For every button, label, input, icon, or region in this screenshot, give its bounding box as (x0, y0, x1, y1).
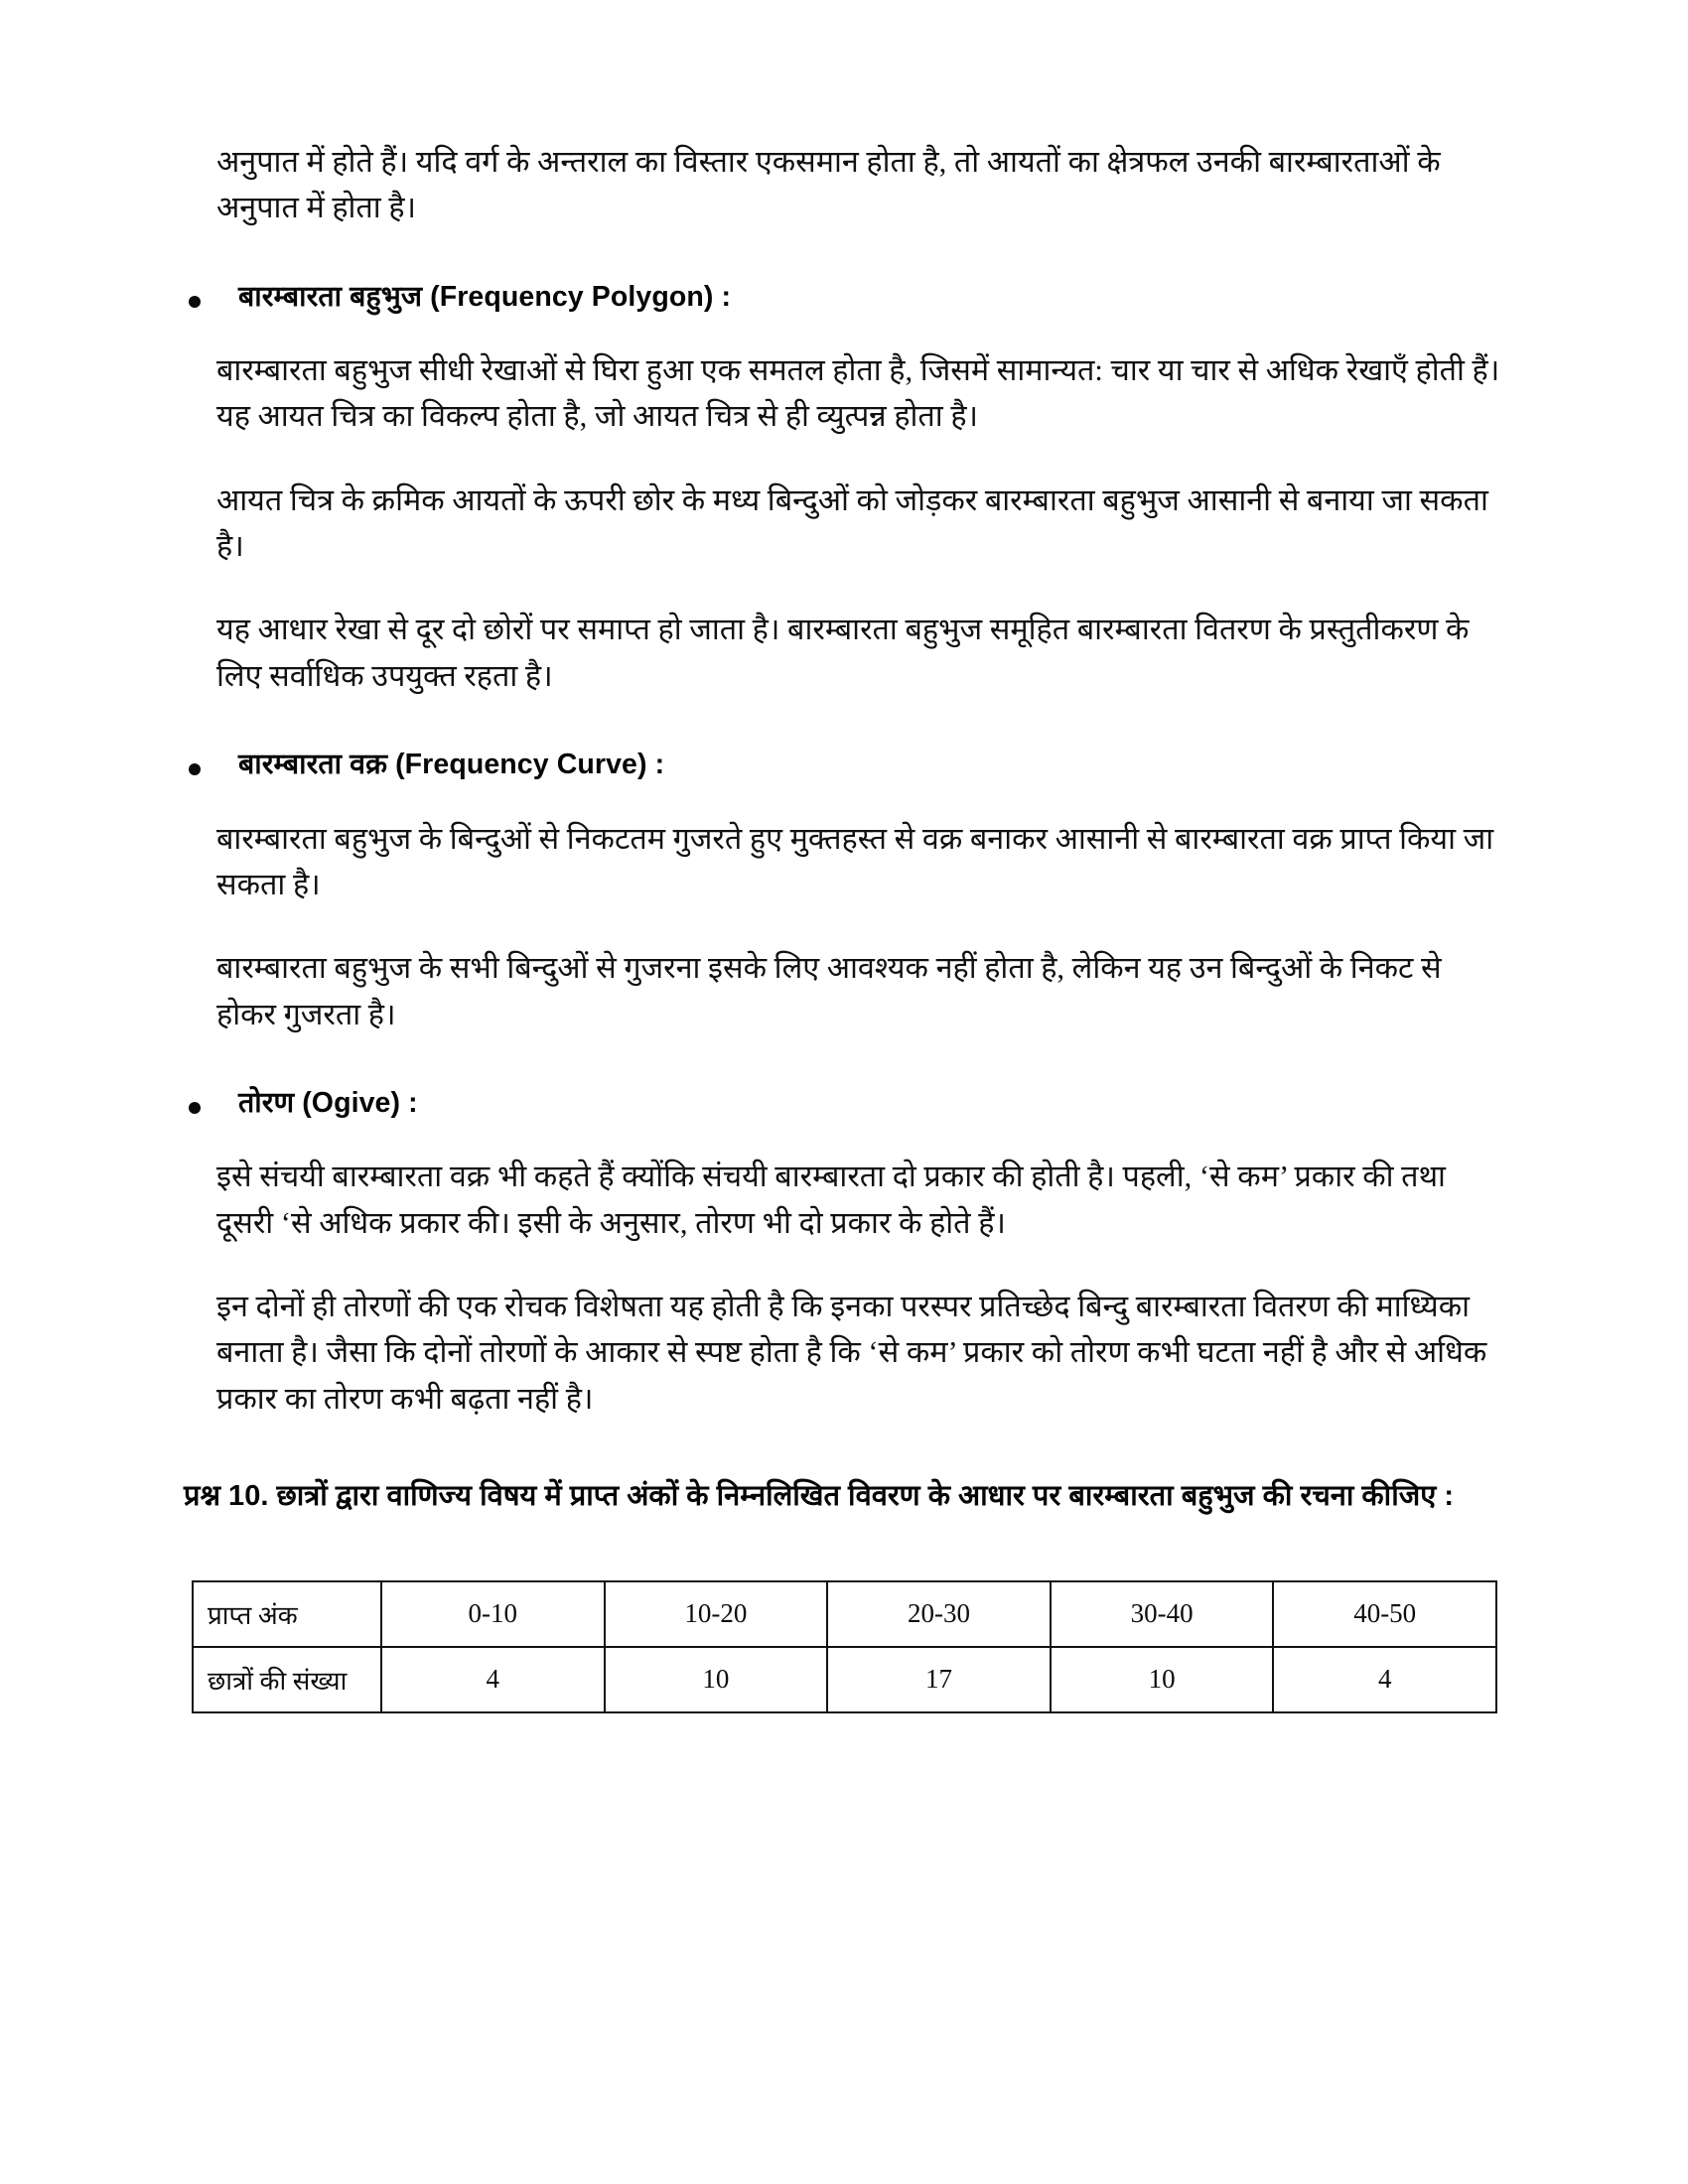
row-label-marks: प्राप्त अंक (193, 1581, 381, 1647)
question-number: प्रश्न 10. (184, 1480, 269, 1513)
table-row (193, 1647, 1496, 1712)
frequency-distribution-table (192, 1580, 1497, 1713)
frequency-table-wrap (192, 1580, 1504, 1713)
section-heading-label: बारम्बारता वक्र (Frequency Curve) : (238, 749, 665, 781)
section-frequency-polygon (184, 277, 1504, 699)
bullet-heading-frequency-polygon (184, 277, 1504, 318)
paragraph: यह आधार रेखा से दूर दो छोरों पर समाप्त हो जाता है। बारम्बारता बहुभुज समूहित बारम्बारता वितरण के प्रस्तुतीकरण के लिए सर्वाधिक उपयुक्त रहता है। (216, 613, 1470, 693)
section-frequency-curve (184, 745, 1504, 1037)
frequency-cell: 4 (381, 1647, 605, 1712)
paragraph: इसे संचयी बारम्बारता वक्र भी कहते हैं क्योंकि संचयी बारम्बारता दो प्रकार की होती है। पहली, ‘से कम’ प्रकार की तथा दूसरी ‘से अधिक प्रकार की। इसी के अनुसार, तोरण भी दो प्रकार के होते हैं। (216, 1160, 1446, 1240)
paragraph: बारम्बारता बहुभुज के बिन्दुओं से निकटतम गुजरते हुए मुक्तहस्त से वक्र बनाकर आसानी से बारम्बारता वक्र प्राप्त किया जा सकता है। (216, 821, 1494, 901)
paragraph: बारम्बारता बहुभुज सीधी रेखाओं से घिरा हुआ एक समतल होता है, जिसमें सामान्यत: चार या चार से अधिक रेखाएँ होती हैं। यह आयत चित्र का विकल्प होता है, जो आयत चित्र से ही व्युत्पन्न होता है। (216, 353, 1500, 434)
frequency-cell: 10 (1051, 1647, 1274, 1712)
bullet-dot-icon (189, 1102, 201, 1114)
frequency-cell: 17 (827, 1647, 1051, 1712)
class-interval-cell: 10-20 (605, 1581, 828, 1647)
lead-paragraph: अनुपात में होते हैं। यदि वर्ग के अन्तराल का विस्तार एकसमान होता है, तो आयतों का क्षेत्रफल उनकी बारम्बारताओं के अनुपात में होता है। (216, 145, 1441, 225)
bullet-heading-ogive (184, 1083, 1504, 1124)
frequency-cell: 10 (605, 1647, 828, 1712)
class-interval-cell: 40-50 (1273, 1581, 1496, 1647)
section-heading-label: बारम्बारता बहुभुज (Frequency Polygon) : (238, 280, 732, 313)
bullet-dot-icon (189, 763, 201, 775)
section-ogive (184, 1083, 1504, 1422)
frequency-cell: 4 (1273, 1647, 1496, 1712)
paragraph: इन दोनों ही तोरणों की एक रोचक विशेषता यह होती है कि इनका परस्पर प्रतिच्छेद बिन्दु बारम्बारता वितरण की माध्यिका बनाता है। जैसा कि दोनों तोरणों के आकार से स्पष्ट होता है कि ‘से कम’ प्रकार को तोरण कभी घटता नहीं है और से अधिक प्रकार का तोरण कभी बढ़ता नहीं है। (216, 1289, 1487, 1416)
table-row (193, 1581, 1496, 1647)
question-heading (184, 1475, 1504, 1519)
class-interval-cell: 20-30 (827, 1581, 1051, 1647)
class-interval-cell: 30-40 (1051, 1581, 1274, 1647)
section-heading-label: तोरण (Ogive) : (238, 1086, 418, 1119)
paragraph: आयत चित्र के क्रमिक आयतों के ऊपरी छोर के मध्य बिन्दुओं को जोड़कर बारम्बारता बहुभुज आसानी से बनाया जा सकता है। (216, 482, 1488, 564)
question-text: छात्रों द्वारा वाणिज्य विषय में प्राप्त अंकों के निम्नलिखित विवरण के आधार पर बारम्बारता बहुभुज की रचना कीजिए : (276, 1480, 1454, 1513)
class-interval-cell: 0-10 (381, 1581, 605, 1647)
paragraph: बारम्बारता बहुभुज के सभी बिन्दुओं से गुजरना इसके लिए आवश्यक नहीं होता है, लेकिन यह उन बिन्दुओं के निकट से होकर गुजरता है। (216, 951, 1442, 1031)
row-label-students: छात्रों की संख्या (193, 1647, 381, 1712)
bullet-dot-icon (189, 296, 201, 308)
bullet-heading-frequency-curve (184, 745, 1504, 785)
